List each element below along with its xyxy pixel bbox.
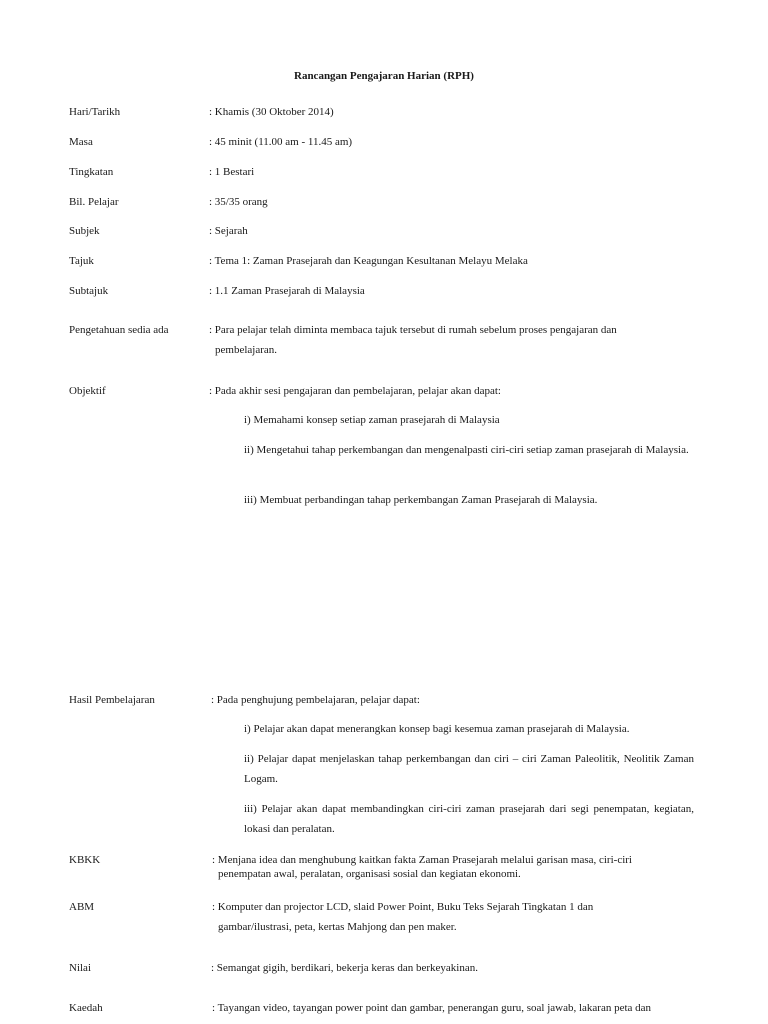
objektif-value: : Pada akhir sesi pengajaran dan pembelajaran, pelajar akan dapat:	[209, 385, 501, 397]
objektif-label: Objektif	[69, 385, 106, 397]
subtajuk-label: Subtajuk	[69, 285, 109, 297]
pengetahuan-label: Pengetahuan sedia ada	[69, 324, 169, 336]
tajuk-value: : Tema 1: Zaman Prasejarah dan Keagungan Kesultanan Melayu Melaka	[209, 255, 528, 267]
kbkk-line-2: penempatan awal, peralatan, organisasi sosial dan kegiatan ekonomi.	[218, 868, 521, 880]
objektif-item-1: i) Memahami konsep setiap zaman prasejarah di Malaysia	[244, 414, 500, 426]
hari-tarikh-label: Hari/Tarikh	[69, 106, 121, 118]
masa-label: Masa	[69, 136, 93, 148]
bil-pelajar-label: Bil. Pelajar	[69, 196, 119, 208]
nilai-value: : Semangat gigih, berdikari, bekerja keras dan berkeyakinan.	[211, 962, 478, 974]
abm-label: ABM	[69, 901, 95, 913]
tingkatan-label: Tingkatan	[69, 166, 114, 178]
document-title: Rancangan Pengajaran Harian (RPH)	[294, 70, 474, 82]
hasil-pembelajaran-value: : Pada penghujung pembelajaran, pelajar dapat:	[211, 694, 420, 706]
tingkatan-value: : 1 Bestari	[209, 166, 255, 178]
hasil-item-3: iii) Pelajar akan dapat membandingkan ciri-ciri zaman prasejarah dari segi penempatan, kegiatan, lokasi dan peralatan.	[244, 803, 694, 835]
kbkk-line-1: : Menjana idea dan menghubung kaitkan fakta Zaman Prasejarah melalui garisan masa, ciri-ciri	[212, 854, 632, 866]
bil-pelajar-value: : 35/35 orang	[209, 196, 268, 208]
tajuk-label: Tajuk	[69, 255, 94, 267]
hasil-item-2: ii) Pelajar dapat menjelaskan tahap perkembangan dan ciri – ciri Zaman Paleolitik, Neolitik Zaman Logam.	[244, 753, 694, 785]
subjek-label: Subjek	[69, 225, 100, 237]
masa-value: : 45 minit (11.00 am - 11.45 am)	[209, 136, 353, 148]
kaedah-label: Kaedah	[69, 1002, 103, 1014]
abm-line-1: : Komputer dan projector LCD, slaid Power Point, Buku Teks Sejarah Tingkatan 1 dan	[212, 901, 594, 913]
pengetahuan-line-2: pembelajaran.	[215, 344, 277, 356]
kbkk-label: KBKK	[69, 854, 101, 866]
hasil-pembelajaran-label: Hasil Pembelajaran	[69, 694, 155, 706]
objektif-item-3: iii) Membuat perbandingan tahap perkembangan Zaman Prasejarah di Malaysia.	[244, 494, 598, 506]
kaedah-value: : Tayangan video, tayangan power point dan gambar, penerangan guru, soal jawab, lakaran peta dan	[212, 1002, 652, 1014]
subjek-value: : Sejarah	[209, 225, 248, 237]
objektif-item-2: ii) Mengetahui tahap perkembangan dan mengenalpasti ciri-ciri setiap zaman prasejarah di Malaysia.	[244, 444, 689, 456]
abm-line-2: gambar/ilustrasi, peta, kertas Mahjong dan pen maker.	[218, 921, 457, 933]
hari-tarikh-value: : Khamis (30 Oktober 2014)	[209, 106, 334, 118]
hasil-item-1: i) Pelajar akan dapat menerangkan konsep bagi kesemua zaman prasejarah di Malaysia.	[244, 723, 630, 735]
nilai-label: Nilai	[69, 962, 91, 974]
subtajuk-value: : 1.1 Zaman Prasejarah di Malaysia	[209, 285, 365, 297]
pengetahuan-line-1: : Para pelajar telah diminta membaca tajuk tersebut di rumah sebelum proses pengajaran dan	[209, 324, 617, 336]
